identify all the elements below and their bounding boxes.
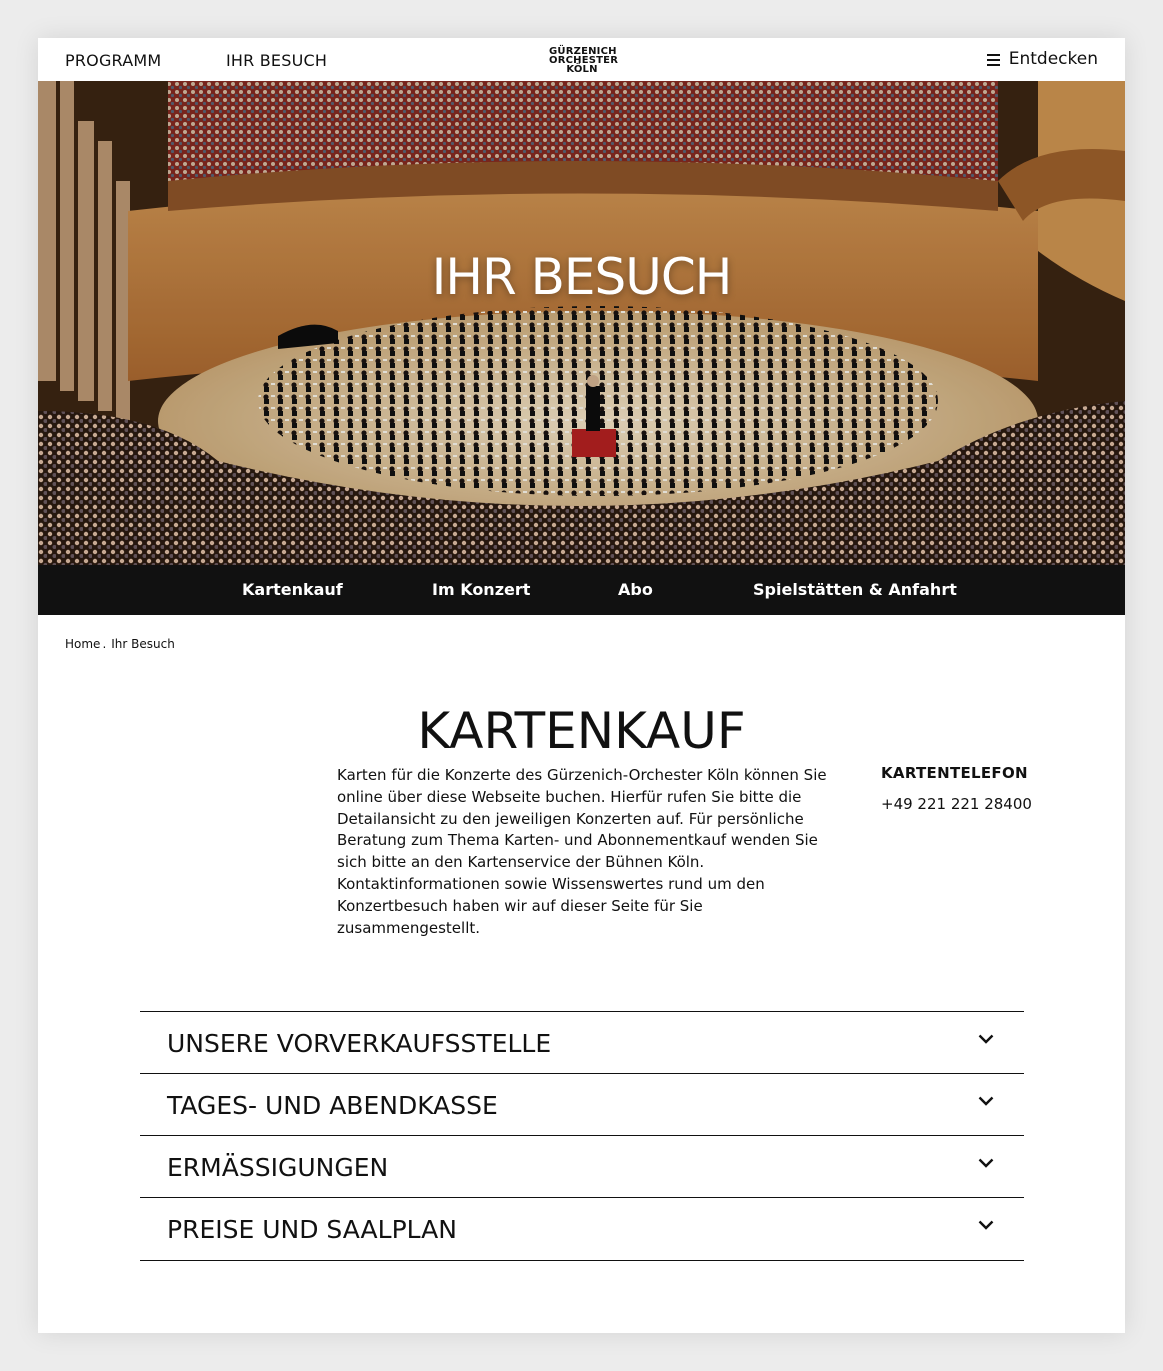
logo-line-1: GÜRZENICH: [549, 46, 617, 57]
section-subnav: [38, 565, 1125, 615]
intro-text: Karten für die Konzerte des Gürzenich-Orchester Köln können Sie online über diese Webseite buchen. Hierfür rufen Sie bitte die Detailansicht zu den jeweiligen Konzerten auf. Für persönliche Beratung zum Thema Karten- und Abonnementkauf wenden Sie sich bitte an den Kartenservice der Bühnen Köln. Kontaktinformationen sowie Wissenswertes rund um den Konzertbesuch haben wir auf dieser Seite für Sie zusammengestellt.: [337, 766, 827, 937]
kartentelefon-heading: KARTENTELEFON: [881, 764, 1028, 782]
accordion-item-ermaessigungen[interactable]: [140, 1135, 1024, 1197]
breadcrumb: [65, 637, 175, 651]
concert-hall-photo: [38, 81, 1125, 565]
kartentelefon-number-link[interactable]: +49 221 221 28400: [881, 795, 1032, 813]
hamburger-menu-icon: [987, 54, 1000, 65]
breadcrumb-home-link[interactable]: Home: [65, 637, 101, 651]
nav-ihr-besuch-link[interactable]: IHR BESUCH: [226, 51, 328, 70]
logo-line-2: ORCHESTER: [549, 55, 619, 66]
breadcrumb-current: Ihr Besuch: [111, 637, 175, 651]
chevron-down-icon: [978, 1220, 994, 1230]
accordion-item-vorverkaufsstelle[interactable]: [140, 1011, 1024, 1073]
hero-title: IHR BESUCH: [431, 247, 732, 306]
subnav-item-spielstaetten-anfahrt[interactable]: Spielstätten & Anfahrt: [753, 580, 957, 599]
accordion-label: UNSERE VORVERKAUFSSTELLE: [167, 1029, 552, 1058]
page-frame: [38, 38, 1125, 1333]
faq-accordion: [140, 1011, 1024, 1261]
entdecken-label: Entdecken: [1008, 49, 1098, 69]
hero-banner: [38, 81, 1125, 565]
accordion-label: TAGES- UND ABENDKASSE: [167, 1091, 498, 1120]
page-title: KARTENKAUF: [417, 701, 746, 760]
subnav-item-kartenkauf[interactable]: Kartenkauf: [242, 580, 343, 599]
entdecken-menu-button[interactable]: [987, 49, 1098, 69]
accordion-item-preise-saalplan[interactable]: [140, 1197, 1024, 1261]
chevron-down-icon: [978, 1034, 994, 1044]
accordion-item-tages-abendkasse[interactable]: [140, 1073, 1024, 1135]
chevron-down-icon: [978, 1158, 994, 1168]
logo-line-3: KÖLN: [566, 64, 598, 75]
top-navigation: [38, 38, 1125, 81]
subnav-item-abo[interactable]: Abo: [618, 580, 653, 599]
nav-programm-link[interactable]: PROGRAMM: [65, 51, 162, 70]
chevron-down-icon: [978, 1096, 994, 1106]
accordion-label: ERMÄSSIGUNGEN: [167, 1153, 389, 1182]
subnav-item-im-konzert[interactable]: Im Konzert: [432, 580, 531, 599]
breadcrumb-separator: .: [102, 637, 107, 651]
accordion-label: PREISE UND SAALPLAN: [167, 1215, 457, 1244]
site-logo[interactable]: [549, 46, 619, 75]
